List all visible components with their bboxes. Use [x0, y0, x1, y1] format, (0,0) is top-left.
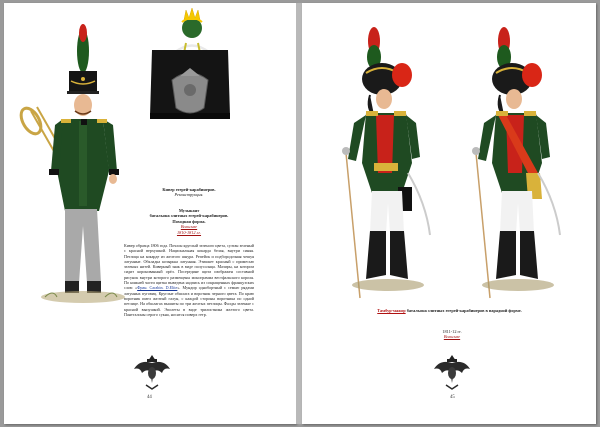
- book-spread: [4, 3, 596, 424]
- left-page: [4, 3, 296, 424]
- page-number-left: 44: [147, 395, 152, 400]
- musician-caption: [124, 208, 254, 235]
- drum-major-rank-link[interactable]: Тамбур-мажор: [377, 308, 406, 313]
- eagle-emblem-right: [432, 353, 472, 391]
- musician-caption-line1: Музыкант: [178, 208, 200, 213]
- right-page: [302, 3, 596, 424]
- shako-image: [144, 8, 234, 133]
- musician-caption-line3: Походная форма.: [172, 218, 206, 224]
- eagle-emblem-left: [132, 353, 172, 391]
- drum-major-date: [402, 329, 502, 340]
- drum-major-caption: [342, 308, 557, 313]
- drum-major-years: 1811-12 гг.: [442, 329, 462, 334]
- inscription-link[interactable]: Фран. Carabin. D.Elite: [137, 285, 178, 291]
- shako-caption: [134, 187, 244, 198]
- musician-caption-place[interactable]: Вольсиве: [180, 224, 198, 230]
- shako-caption-title: Кивер егерей-карабинеров.: [162, 187, 216, 192]
- drum-major-figure-2: [460, 23, 570, 303]
- shako-caption-subtitle: Реконструкция.: [174, 192, 204, 198]
- description-part-1: Кивер образца 1806 года. Почлон круглый зеленого цвета, султан зеленый с красной верхушкой. Национальная кокарда белая, внутри синяя. Петлица на кокарде из желтого шнура. Репейок и подбородочная чешуя латунные. Обкладка козырька латунная. Этишкет красный с примесью зеленых нитей. Киверный знак в виде полусолнца. Мазиры, на котором сидит коронованный орёл. Посередине щита изображен составной рисунок внутри которого размещены монограмма вестфальского короля. По нижней части щитка выведена надпись из сокращенных французских слов: «: [124, 243, 254, 291]
- drum-major-place[interactable]: Вольсиве: [443, 334, 461, 340]
- description-paragraph: [124, 243, 254, 317]
- musician-figure: [9, 21, 129, 321]
- musician-caption-years: 1810-1812 гг.: [176, 229, 202, 235]
- drum-major-caption-text: батальона элитных егерей-карабинеров в парадной форме.: [405, 308, 522, 313]
- drum-major-figure-1: [330, 23, 440, 303]
- musician-caption-line2: батальона элитных егерей-карабинеров.: [149, 213, 229, 219]
- page-number-right: 45: [450, 395, 455, 400]
- description-part-2: ». Мундир однобортный с семью рядами латунных пуговиц. Круглые обшлага и воротник черного цвета. По краю воротник имел желтый галун, с каждой стороны воротника по одной петлице. На обшлагах вышиты по три желтых петлицы. Фалды зеленые с красной выпушкой. Эполеты в виде трилистника желтого цвета. Пантталоны серого сукна, носятся поверх гетр.: [124, 285, 254, 317]
